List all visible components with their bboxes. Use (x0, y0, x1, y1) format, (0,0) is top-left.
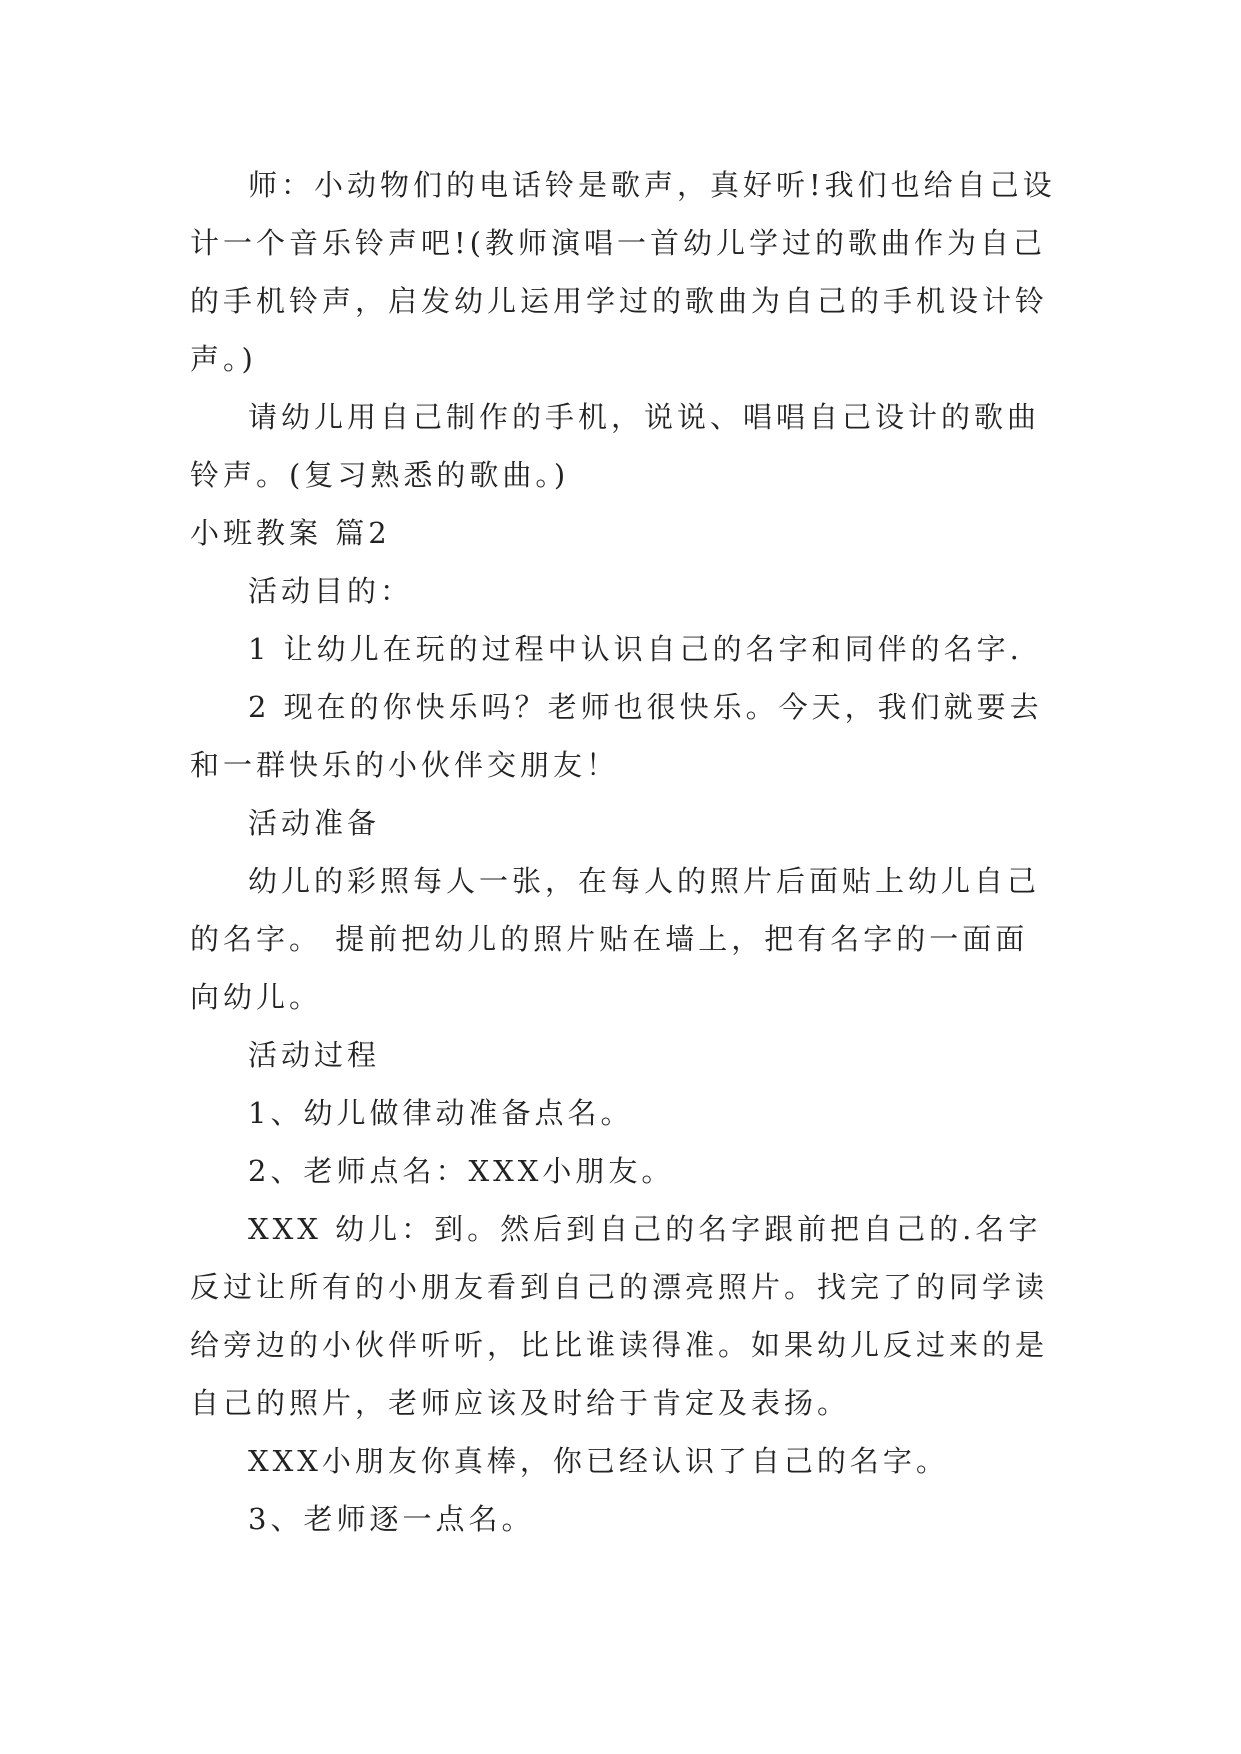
paragraph-step-1: 1、幼儿做律动准备点名。 (248, 1096, 634, 1130)
paragraph-step-2: 2、老师点名：XXX小朋友。 (248, 1154, 675, 1188)
paragraph-children-sing: 请幼儿用自己制作的手机，说说、唱唱自己设计的歌曲铃声。(复习熟悉的歌曲。) (190, 400, 1041, 492)
paragraph-step-3: 3、老师逐一点名。 (248, 1502, 535, 1536)
section-heading: 小班教案 篇2 (190, 516, 391, 550)
paragraph-preparation-title: 活动准备 (248, 806, 381, 840)
paragraph-goal-2: 2 现在的你快乐吗？老师也很快乐。今天，我们就要去和一群快乐的小伙伴交朋友！ (190, 690, 1043, 782)
paragraph-praise: XXX小朋友你真棒，你已经认识了自己的名字。 (248, 1444, 949, 1478)
paragraph-child-response: XXX 幼儿：到。然后到自己的名字跟前把自己的.名字反过让所有的小朋友看到自己的漂亮照片。找完了的同学读给旁边的小伙伴听听，比比谁读得准。如果幼儿反过来的是自己的照片，老师应该及时给于肯定及表扬。 (190, 1212, 1049, 1420)
paragraph-teacher-ringtone: 师：小动物们的电话铃是歌声，真好听!我们也给自己设计一个音乐铃声吧!(教师演唱一首幼儿学过的歌曲作为自己的手机铃声，启发幼儿运用学过的歌曲为自己的手机设计铃声。) (190, 168, 1056, 376)
paragraph-goal-1: 1 让幼儿在玩的过程中认识自己的名字和同伴的名字. (248, 632, 1023, 666)
paragraph-activity-goal-title: 活动目的： (248, 574, 414, 608)
paragraph-process-title: 活动过程 (248, 1038, 381, 1072)
document-body (190, 156, 1056, 1548)
paragraph-preparation: 幼儿的彩照每人一张，在每人的照片后面贴上幼儿自己的名字。 提前把幼儿的照片贴在墙上，把有名字的一面面向幼儿。 (190, 864, 1041, 1014)
